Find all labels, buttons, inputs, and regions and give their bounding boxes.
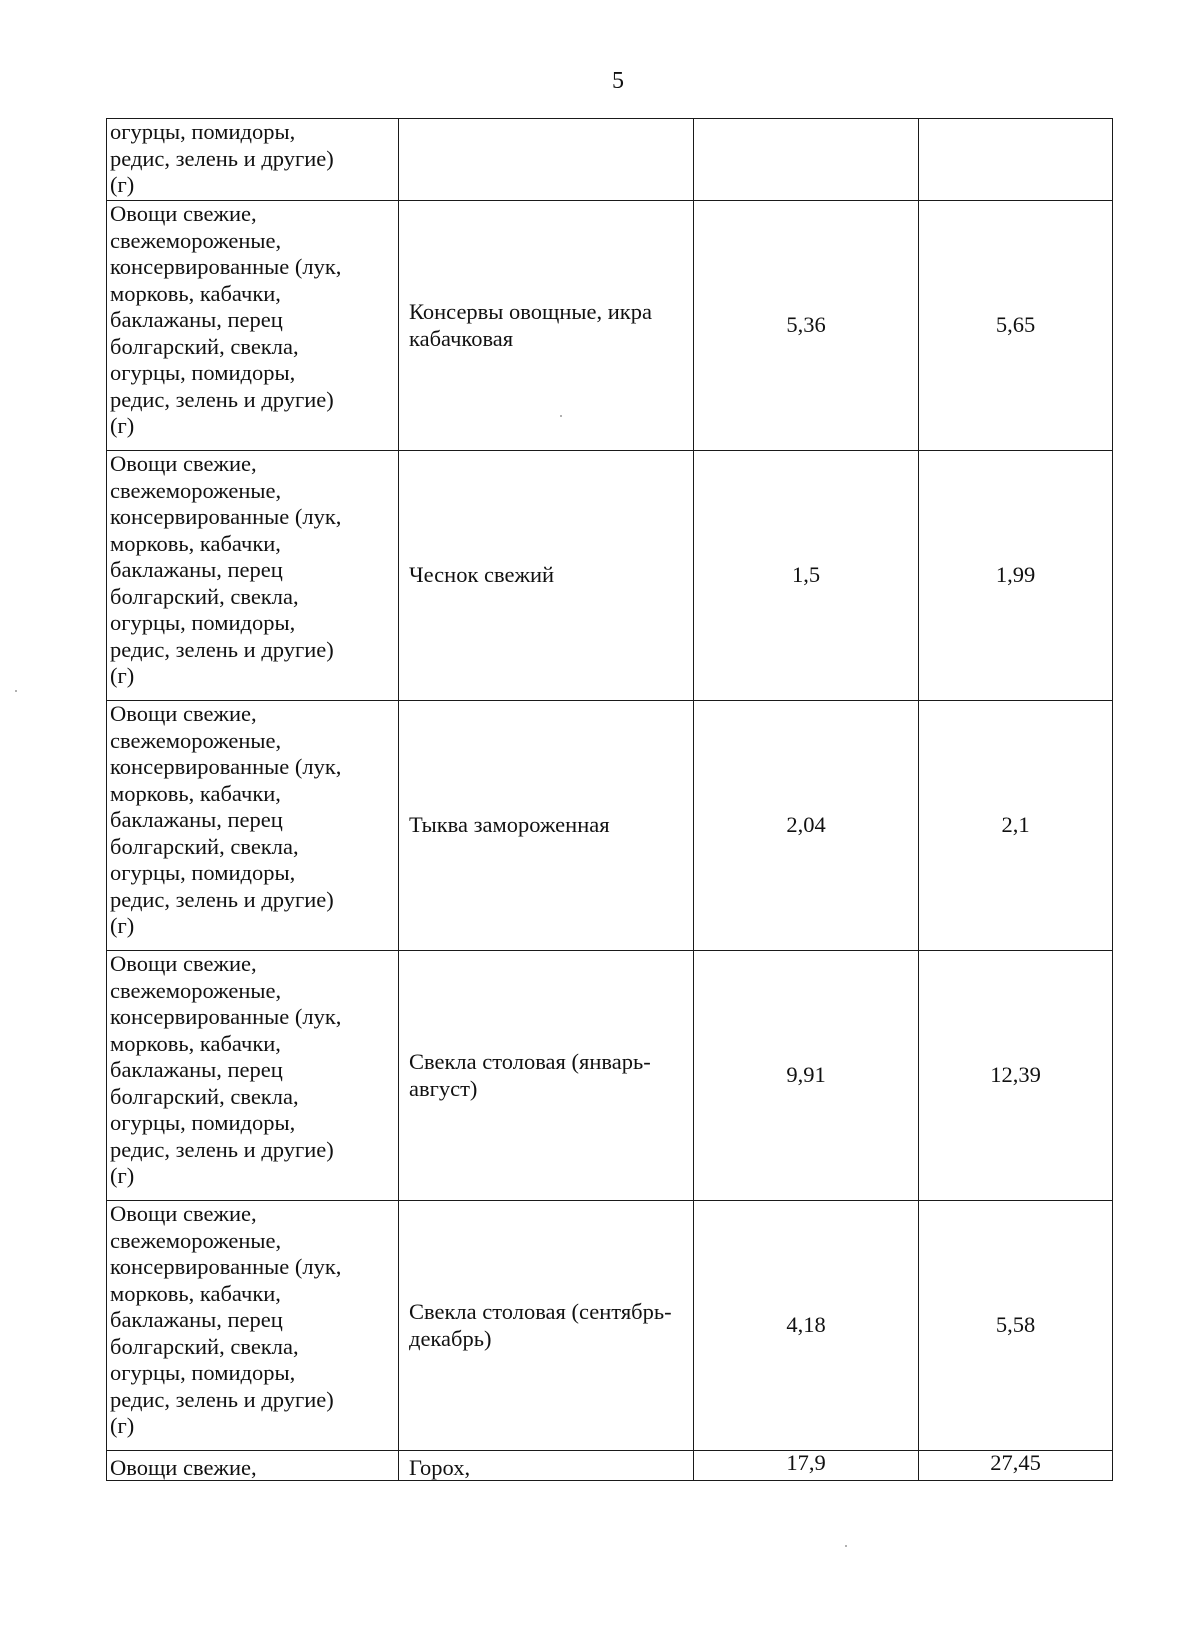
value1-cell: 2,04 xyxy=(694,701,919,951)
category-line: болгарский, свекла, xyxy=(110,333,299,359)
table-body xyxy=(107,119,1113,1481)
scan-speck xyxy=(845,1545,847,1547)
table-row xyxy=(107,201,1113,451)
category-line: консервированные (лук, xyxy=(110,1254,342,1279)
category-cell xyxy=(107,701,399,951)
category-cell xyxy=(107,951,399,1201)
category-line: баклажаны, перец xyxy=(110,557,283,582)
value1-cell xyxy=(694,119,919,201)
table-row xyxy=(107,119,1113,201)
category-line: редис, зелень и другие) xyxy=(110,145,334,171)
scan-speck xyxy=(560,415,562,417)
category-line: Овощи свежие, xyxy=(110,451,257,476)
category-line: (г) xyxy=(110,663,135,688)
category-line: (г) xyxy=(110,413,135,438)
category-line: огурцы, помидоры, xyxy=(110,1110,296,1135)
category-cell xyxy=(107,1451,399,1481)
category-line: редис, зелень и другие) xyxy=(110,636,334,662)
category-line: (г) xyxy=(110,172,135,197)
category-line: свежемороженые, xyxy=(110,477,282,503)
category-line: (г) xyxy=(110,1163,135,1188)
category-line: морковь, кабачки, xyxy=(110,280,281,306)
category-line: свежемороженые, xyxy=(110,727,282,753)
category-line: Овощи свежие, xyxy=(110,951,257,976)
category-line: морковь, кабачки, xyxy=(110,1030,281,1056)
category-line: Овощи свежие, xyxy=(110,701,257,726)
value2-cell: 12,39 xyxy=(919,951,1113,1201)
product-cell: Горох, xyxy=(399,1451,694,1481)
vegetables-table xyxy=(106,118,1113,1481)
category-line: баклажаны, перец xyxy=(110,1307,283,1332)
category-line: Овощи свежие, xyxy=(110,201,257,226)
category-line: морковь, кабачки, xyxy=(110,1280,281,1306)
category-line: (г) xyxy=(110,1413,135,1438)
category-line: Овощи свежие, xyxy=(110,1455,257,1480)
table-row xyxy=(107,1201,1113,1451)
category-line: редис, зелень и другие) xyxy=(110,886,334,912)
category-line: баклажаны, перец xyxy=(110,807,283,832)
category-line: огурцы, помидоры, xyxy=(110,119,296,144)
table-row xyxy=(107,1451,1113,1481)
category-cell xyxy=(107,1201,399,1451)
category-line: редис, зелень и другие) xyxy=(110,1136,334,1162)
category-line: консервированные (лук, xyxy=(110,754,342,779)
value2-cell: 2,1 xyxy=(919,701,1113,951)
scan-speck xyxy=(15,690,17,692)
category-line: консервированные (лук, xyxy=(110,504,342,529)
table-row xyxy=(107,701,1113,951)
category-line: огурцы, помидоры, xyxy=(110,360,296,385)
category-cell xyxy=(107,451,399,701)
value2-cell: 5,58 xyxy=(919,1201,1113,1451)
category-line: морковь, кабачки, xyxy=(110,530,281,556)
category-line: Овощи свежие, xyxy=(110,1201,257,1226)
category-line: свежемороженые, xyxy=(110,977,282,1003)
value1-cell: 9,91 xyxy=(694,951,919,1201)
product-cell: Чеснок свежий xyxy=(399,451,694,701)
category-line: редис, зелень и другие) xyxy=(110,386,334,412)
category-line: (г) xyxy=(110,913,135,938)
value1-cell: 17,9 xyxy=(694,1451,919,1481)
category-cell xyxy=(107,119,399,201)
category-line: редис, зелень и другие) xyxy=(110,1386,334,1412)
value1-cell: 1,5 xyxy=(694,451,919,701)
table-row xyxy=(107,451,1113,701)
value1-cell: 4,18 xyxy=(694,1201,919,1451)
category-line: болгарский, свекла, xyxy=(110,1083,299,1109)
product-cell: Тыква замороженная xyxy=(399,701,694,951)
category-line: баклажаны, перец xyxy=(110,1057,283,1082)
table-row xyxy=(107,951,1113,1201)
value2-cell: 27,45 xyxy=(919,1451,1113,1481)
value2-cell: 5,65 xyxy=(919,201,1113,451)
value1-cell: 5,36 xyxy=(694,201,919,451)
category-line: морковь, кабачки, xyxy=(110,780,281,806)
category-line: огурцы, помидоры, xyxy=(110,860,296,885)
category-cell xyxy=(107,201,399,451)
category-line: болгарский, свекла, xyxy=(110,1333,299,1359)
category-line: свежемороженые, xyxy=(110,227,282,253)
category-line: баклажаны, перец xyxy=(110,307,283,332)
category-line: болгарский, свекла, xyxy=(110,583,299,609)
value2-cell: 1,99 xyxy=(919,451,1113,701)
product-cell: Консервы овощные, икра кабачковая xyxy=(399,201,694,451)
category-line: консервированные (лук, xyxy=(110,1004,342,1029)
category-line: огурцы, помидоры, xyxy=(110,1360,296,1385)
page-number: 5 xyxy=(612,68,624,94)
value2-cell xyxy=(919,119,1113,201)
product-cell: Свекла столовая (сентябрь-декабрь) xyxy=(399,1201,694,1451)
product-cell xyxy=(399,119,694,201)
category-line: болгарский, свекла, xyxy=(110,833,299,859)
category-line: огурцы, помидоры, xyxy=(110,610,296,635)
category-line: консервированные (лук, xyxy=(110,254,342,279)
category-line: свежемороженые, xyxy=(110,1227,282,1253)
product-cell: Свекла столовая (январь-август) xyxy=(399,951,694,1201)
